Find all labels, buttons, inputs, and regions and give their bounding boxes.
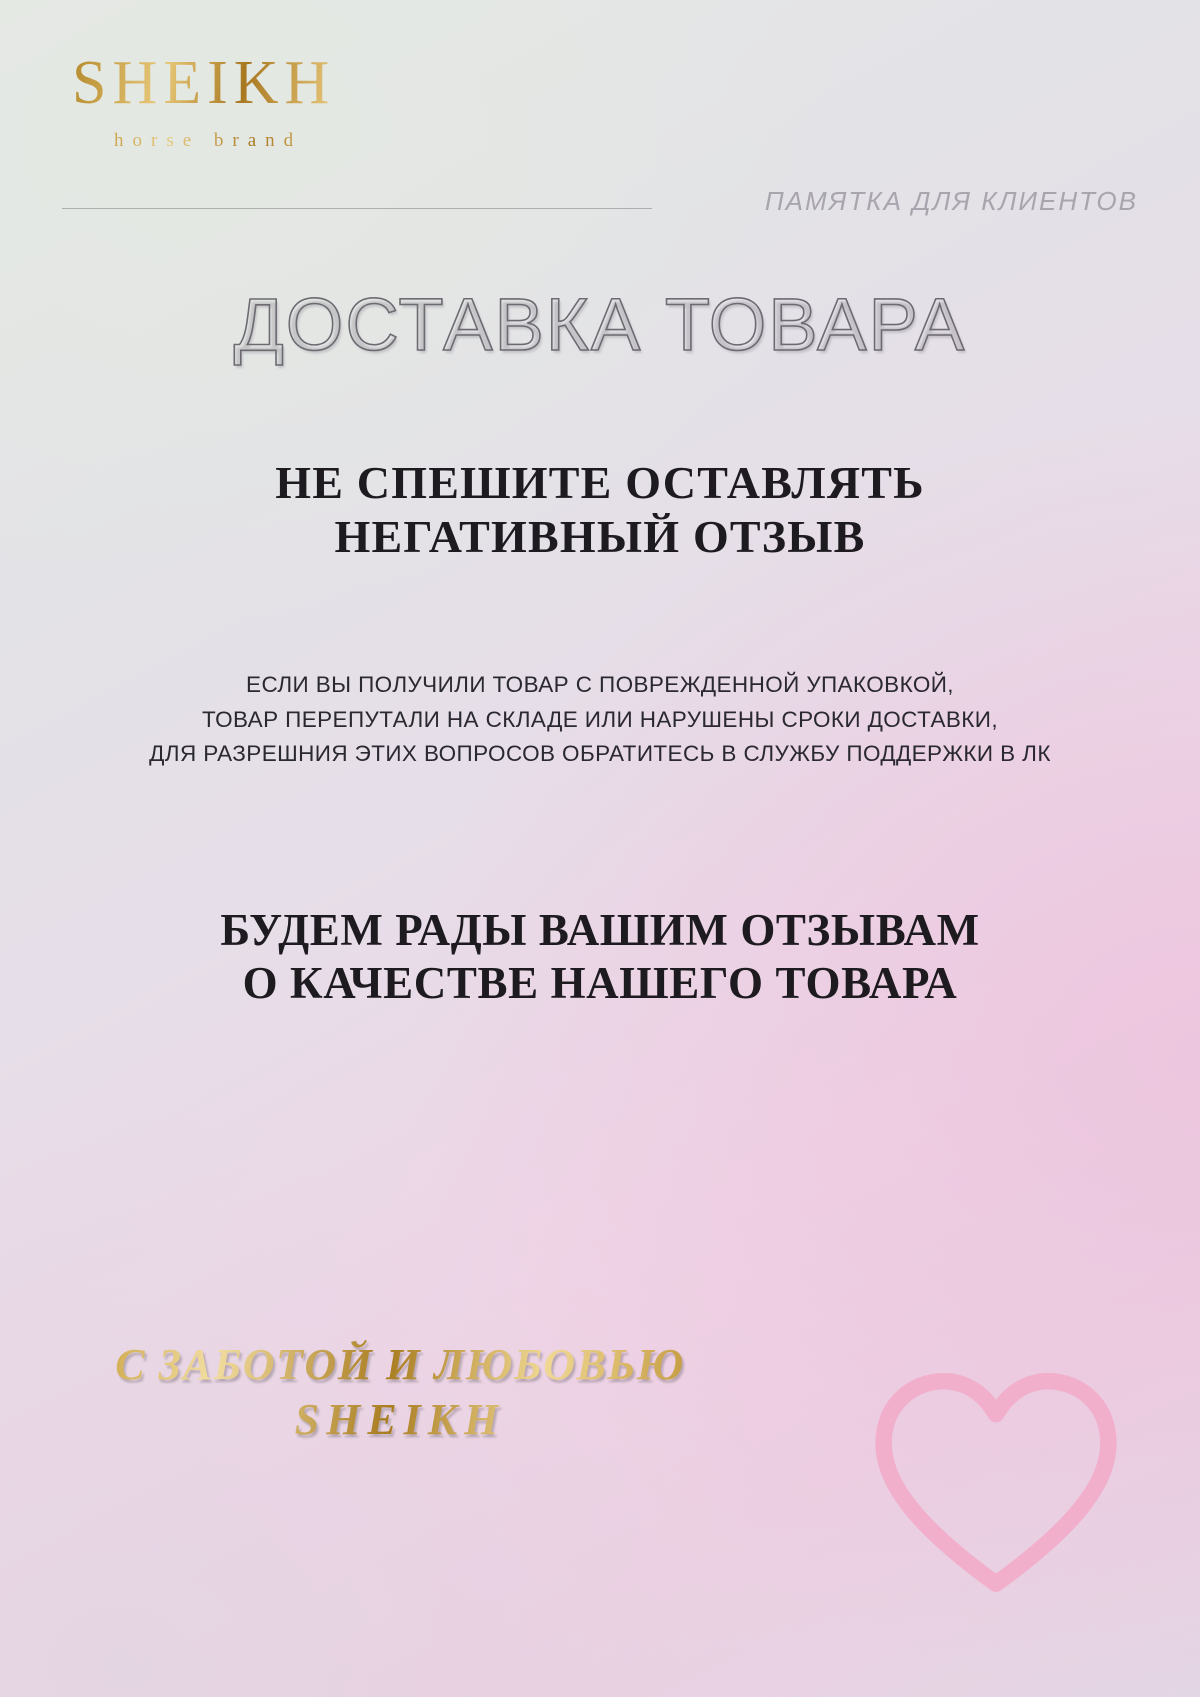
secondary-heading-line-1: БУДЕМ РАДЫ ВАШИМ ОТЗЫВАМ [220,905,980,955]
heart-icon [870,1363,1122,1601]
brand-logo-tagline: horse brand [72,130,402,152]
signature-line-1: С ЗАБОТОЙ И ЛЮБОВЬЮ [70,1340,730,1389]
page-title: ДОСТАВКА ТОВАРА [233,283,967,366]
primary-heading [60,456,1140,565]
body-note-line-1: ЕСЛИ ВЫ ПОЛУЧИЛИ ТОВАР С ПОВРЕЖДЕННОЙ УПАКОВКОЙ, [246,672,954,697]
header-note: ПАМЯТКА ДЛЯ КЛИЕНТОВ [764,186,1138,216]
brand-logo-wordmark: SHEIKH [72,52,402,114]
body-note [40,668,1160,772]
brand-logo [72,49,402,152]
secondary-heading-line-2: О КАЧЕСТВЕ НАШЕГО ТОВАРА [242,958,958,1009]
secondary-heading [60,904,1140,1010]
signature-block [70,1340,730,1445]
primary-heading-line-1: НЕ СПЕШИТЕ ОСТАВЛЯТЬ [275,457,925,508]
body-note-line-3: ДЛЯ РАЗРЕШНИЯ ЭТИХ ВОПРОСОВ ОБРАТИТЕСЬ В СЛУЖБУ ПОДДЕРЖКИ В ЛК [149,741,1051,767]
primary-heading-line-2: НЕГАТИВНЫЙ ОТЗЫВ [334,511,866,563]
body-note-line-2: ТОВАР ПЕРЕПУТАЛИ НА СКЛАДЕ ИЛИ НАРУШЕНЫ СРОКИ ДОСТАВКИ, [201,706,999,732]
signature-line-2: SHEIKH [70,1395,730,1444]
header-divider [62,208,652,209]
